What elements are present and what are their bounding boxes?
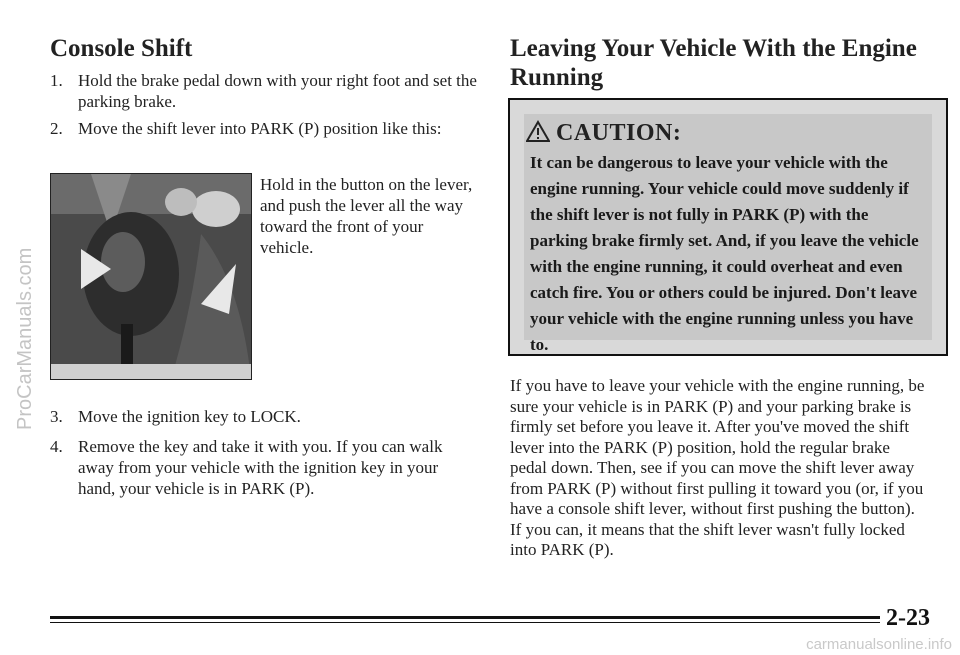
caution-text: It can be dangerous to leave your vehicle with the engine running. Your vehicle could move suddenly if the shift lever is not fully in PARK (P) with the parking brake firmly set. And, if you leave the vehicle with the engine running, it could overheat and even catch fire. You or others could be injured. Don't leave your vehicle with the engine running unless you have to. [530, 153, 919, 354]
page-number: 2-23 [886, 605, 930, 631]
step-3 [50, 406, 490, 427]
photo-caption: Hold in the button on the lever, and push the lever all the way toward the front of your vehicle. [260, 175, 473, 257]
shift-lever-photo [50, 173, 252, 380]
leaving-vehicle-paragraph: If you have to leave your vehicle with the engine running, be sure your vehicle is in PARK (P) and your parking brake is firmly set before you leave it. After you've moved the shift lever into the PARK (P) position, hold the regular brake pedal down. Then, see if you can move the shift lever away from PARK (P) without first pulling it toward you (or, if you have a console shift lever, without first pushing the button). If you can, it means that the shift lever wasn't fully locked into PARK (P). [510, 376, 925, 559]
watermark-side: ProCarManuals.com [14, 247, 36, 430]
footer-rule [50, 616, 880, 619]
footer-rule-thin [50, 622, 880, 623]
section-title-console-shift: Console Shift [50, 35, 193, 62]
step-4 [50, 436, 490, 499]
step-number: 1. [50, 71, 63, 90]
warning-triangle-icon [526, 120, 550, 142]
step-number: 3. [50, 407, 63, 426]
watermark-footer: carmanualsonline.info [806, 636, 952, 653]
step-text: Hold the brake pedal down with your right foot and set the parking brake. [78, 71, 477, 111]
caution-heading: CAUTION: [526, 120, 681, 147]
step-text: Move the shift lever into PARK (P) position like this: [78, 119, 442, 138]
step-1 [50, 70, 490, 112]
shift-lever-illustration [51, 174, 251, 379]
step-number: 4. [50, 437, 63, 456]
step-2 [50, 118, 490, 139]
section-title-leaving-vehicle: Leaving Your Vehicle With the Engine Running [510, 35, 917, 91]
caution-box [508, 98, 948, 356]
step-text: Move the ignition key to LOCK. [78, 407, 301, 426]
step-text: Remove the key and take it with you. If you can walk away from your vehicle with the ignition key in your hand, your vehicle is in PARK (P). [78, 437, 443, 498]
step-number: 2. [50, 119, 63, 138]
